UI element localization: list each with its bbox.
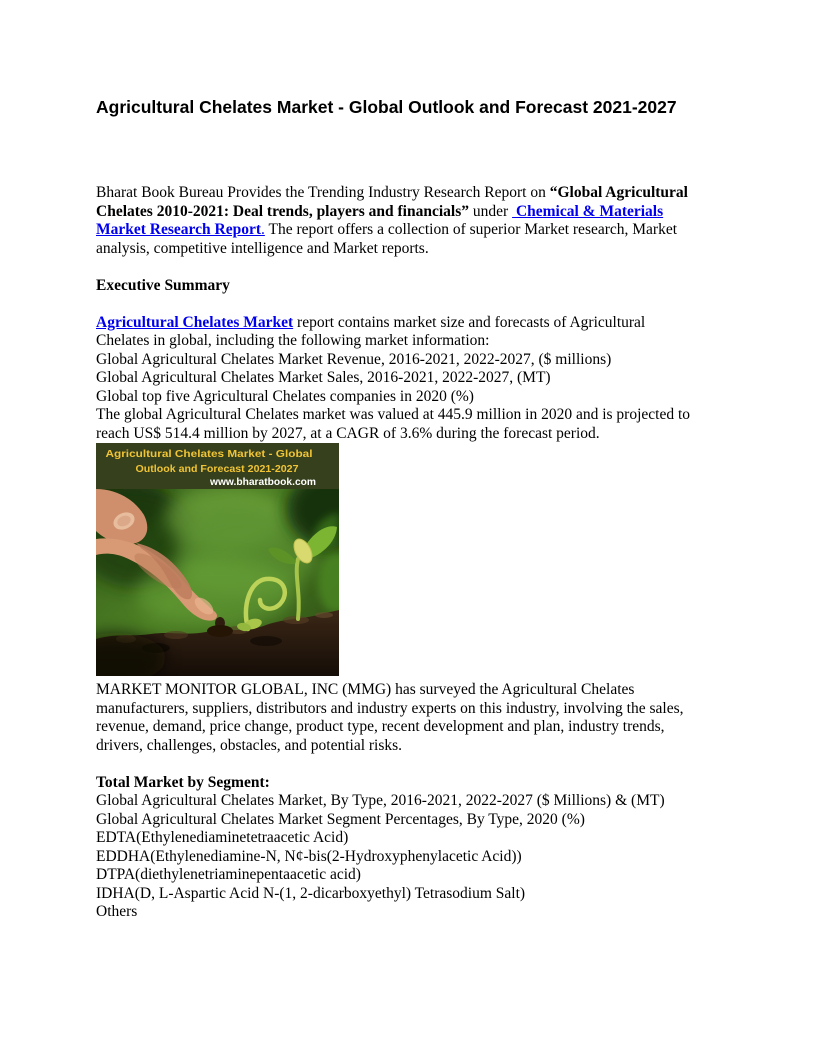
text-line	[96, 332, 744, 351]
text-line	[96, 277, 744, 296]
text-run: Global Agricultural Chelates Market Revenue, 2016-2021, 2022-2027, ($ millions)	[96, 350, 612, 368]
text-run: Chelates 2010-2021: Deal trends, players and financials”	[96, 202, 470, 220]
text-line	[96, 406, 744, 425]
text-line	[96, 866, 744, 885]
image-banner-title-line1: Agricultural Chelates Market - Global	[105, 448, 313, 460]
intro-paragraph	[96, 184, 744, 258]
text-run: Others	[96, 903, 138, 920]
text-line	[96, 314, 744, 333]
text-run: Bharat Book Bureau Provides the Trending Industry Research Report on	[96, 184, 550, 201]
text-run: Total Market by Segment:	[96, 773, 270, 791]
text-flow-before-image	[96, 184, 744, 443]
image-banner-url[interactable]: www.bharatbook.com	[208, 477, 317, 488]
image-banner-title-line2: Outlook and Forecast 2021-2027	[135, 463, 299, 475]
executive-summary-heading	[96, 277, 744, 296]
document-title: Agricultural Chelates Market - Global Outlook and Forecast 2021-2027	[96, 97, 677, 117]
text-run: EDDHA(Ethylenediamine-N, N¢-bis(2-Hydroxyphenylacetic Acid))	[96, 847, 522, 865]
text-run: reach US$ 514.4 million by 2027, at a CAGR of 3.6% during the forecast period.	[96, 424, 600, 442]
text-line	[96, 774, 744, 793]
text-line	[96, 829, 744, 848]
segment-list-paragraph	[96, 774, 744, 922]
text-line	[96, 351, 744, 370]
document-content	[96, 184, 744, 940]
text-line	[96, 718, 744, 737]
text-run: Global Agricultural Chelates Market, By Type, 2016-2021, 2022-2027 ($ Millions) & (MT)	[96, 792, 665, 809]
text-run: DTPA(diethylenetriaminepentaacetic acid)	[96, 866, 361, 883]
text-run: analysis, competitive intelligence and Market reports.	[96, 239, 429, 257]
text-line	[96, 369, 744, 388]
image-banner	[96, 443, 339, 489]
text-line	[96, 737, 744, 756]
photo-scene	[96, 471, 339, 676]
text-line	[96, 903, 744, 922]
text-line	[96, 792, 744, 811]
market-overview-paragraph	[96, 314, 744, 444]
text-line	[96, 848, 744, 867]
text-run: manufacturers, suppliers, distributors and industry experts on this industry, involving the sales,	[96, 699, 684, 717]
text-line	[96, 681, 744, 700]
text-line	[96, 885, 744, 904]
text-link[interactable]: Chemical & Materials	[512, 202, 664, 220]
text-run: MARKET MONITOR GLOBAL, INC (MMG) has surveyed the Agricultural Chelates	[96, 681, 635, 698]
text-line	[96, 240, 744, 259]
text-run: under	[469, 202, 513, 220]
text-line	[96, 700, 744, 719]
text-run: Chelates in global, including the following market information:	[96, 332, 490, 349]
text-run: “Global Agricultural	[549, 184, 688, 201]
text-run: Global Agricultural Chelates Market Sales, 2016-2021, 2022-2027, (MT)	[96, 369, 551, 386]
text-run: Global top five Agricultural Chelates companies in 2020 (%)	[96, 387, 474, 405]
text-flow-after-image	[96, 681, 744, 922]
text-run: report contains market size and forecasts of Agricultural	[293, 313, 646, 331]
text-run: Executive Summary	[96, 276, 230, 294]
text-line	[96, 425, 744, 444]
text-run: EDTA(Ethylenediaminetetraacetic Acid)	[96, 829, 349, 846]
text-link[interactable]: Agricultural Chelates Market	[96, 313, 294, 331]
report-cover-image	[96, 443, 339, 676]
text-run: The global Agricultural Chelates market was valued at 445.9 million in 2020 and is projected to	[96, 406, 691, 423]
mmg-survey-paragraph	[96, 681, 744, 755]
text-run: The report offers a collection of superior Market research, Market	[264, 221, 678, 238]
text-line	[96, 184, 744, 203]
planting-seedling-photo	[96, 443, 339, 676]
text-line	[96, 811, 744, 830]
text-link[interactable]: .	[261, 221, 265, 238]
text-run: IDHA(D, L-Aspartic Acid N-(1, 2-dicarboxyethyl) Tetrasodium Salt)	[96, 884, 526, 902]
text-run: drivers, challenges, obstacles, and potential risks.	[96, 736, 403, 754]
text-line	[96, 388, 744, 407]
text-run: Global Agricultural Chelates Market Segment Percentages, By Type, 2020 (%)	[96, 810, 585, 828]
seed-hole	[207, 625, 233, 637]
text-link[interactable]: Market Research Report	[96, 221, 261, 238]
text-run: revenue, demand, price change, product type, recent development and plan, industry trends,	[96, 718, 665, 735]
text-line	[96, 221, 744, 240]
text-line	[96, 203, 744, 222]
